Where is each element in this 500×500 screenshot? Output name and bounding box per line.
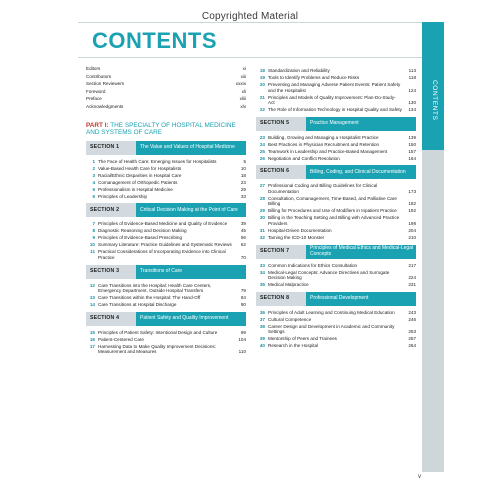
chapter-number: 26 <box>259 155 265 161</box>
toc-entry <box>256 196 416 207</box>
front-matter-label: Foreword <box>86 88 106 94</box>
front-matter-item <box>86 89 246 97</box>
section-label: SECTION 6 <box>256 165 306 179</box>
section-label: SECTION 2 <box>86 203 136 217</box>
chapter-number: 28 <box>259 195 265 201</box>
left-column <box>86 66 246 356</box>
chapter-title: Hospital-Driven Documentation <box>268 227 332 233</box>
section-title: Principles of Medical Ethics and Medical-Legal Concepts <box>306 245 416 259</box>
chapter-number: 24 <box>259 141 265 147</box>
chapter-title: Care Transitions at Hospital Discharge <box>98 302 177 308</box>
chapter-title: Preventing and Managing Adverse Patient Events: Patient Safety and the Hospitalist <box>268 81 401 93</box>
front-matter-page: xliii <box>239 96 246 102</box>
chapter-number: 20 <box>259 81 265 87</box>
chapter-number: 34 <box>259 269 265 275</box>
chapter-number: 6 <box>92 193 95 199</box>
chapter-title: Best Practices in Physician Recruitment and Retention <box>268 141 380 147</box>
section-title: Transitions of Care <box>136 265 246 279</box>
chapter-page: 124 <box>408 87 416 93</box>
chapter-number: 18 <box>259 68 265 73</box>
chapter-page: 29 <box>240 186 246 192</box>
chapter-number: 7 <box>92 221 95 227</box>
toc-entry <box>86 194 246 200</box>
chapter-number: 36 <box>259 309 265 315</box>
side-tab <box>422 22 444 472</box>
chapter-page: 39 <box>240 221 246 227</box>
chapter-number: 15 <box>89 329 95 335</box>
contents-page <box>78 22 422 472</box>
section-block <box>256 292 416 349</box>
side-tab-head <box>422 22 444 150</box>
toc-entry <box>256 310 416 316</box>
toc-entry <box>256 263 416 269</box>
chapter-page: 224 <box>408 275 416 281</box>
section-title: Patient Safety and Quality Improvement <box>136 312 246 326</box>
toc-entry <box>256 336 416 342</box>
toc-entry <box>256 183 416 194</box>
toc-entry <box>86 249 246 260</box>
section-block <box>86 265 246 308</box>
chapter-number: 23 <box>259 134 265 140</box>
toc-entry <box>256 142 416 148</box>
toc-entry <box>86 295 246 301</box>
chapter-title: Negotiation and Conflict Resolution <box>268 155 340 161</box>
front-matter-page: xi <box>242 66 246 71</box>
section-title: Professional Development <box>306 292 416 306</box>
copyright-watermark: Copyrighted Material <box>201 11 299 22</box>
toc-entry <box>86 337 246 343</box>
section-header <box>256 165 416 179</box>
chapter-title: Value-Based Health Care for Hospitalists <box>98 165 182 171</box>
front-matter-label: Editors <box>86 66 101 71</box>
toc-entry <box>256 282 416 288</box>
chapter-number: 22 <box>259 107 265 113</box>
toc-entry <box>256 107 416 113</box>
section-title: Billing, Coding, and Clinical Documentation <box>306 165 416 179</box>
continued-entries <box>256 68 416 113</box>
chapter-page: 134 <box>408 107 416 113</box>
chapter-title: Harnessing Data to Make Quality Improvement Decisions: Measurement and Measures <box>98 343 216 355</box>
chapter-page: 210 <box>408 234 416 240</box>
chapter-page: 5 <box>243 158 246 164</box>
chapter-number: 3 <box>92 172 95 178</box>
toc-entry <box>256 324 416 335</box>
chapter-title: Care Transitions into the Hospital: Health Care Centers, Emergency Department, Outside Hospital Transfers <box>98 282 212 294</box>
front-matter-label: Contributors <box>86 73 112 79</box>
chapter-number: 5 <box>92 186 95 192</box>
chapter-title: Medical Malpractice <box>268 282 309 288</box>
toc-entry <box>86 187 246 193</box>
chapter-page: 23 <box>240 179 246 185</box>
chapter-number: 35 <box>259 282 265 288</box>
toc-entry <box>256 235 416 241</box>
chapter-title: Racial/Ethnic Disparities in Hospital Care <box>98 172 182 178</box>
chapter-page: 45 <box>240 228 246 234</box>
chapter-title: Medical-Legal Concepts: Advance Directives and Surrogate Decision Making <box>268 269 390 281</box>
chapter-page: 118 <box>408 74 416 80</box>
section-block <box>86 141 246 200</box>
chapter-title: Cultural Competence <box>268 316 312 322</box>
chapter-number: 10 <box>89 242 95 248</box>
right-column <box>256 68 416 350</box>
toc-entry <box>256 82 416 93</box>
chapter-title: Billing for Procedures and Use of Modifiers in Inpatient Practice <box>268 208 397 214</box>
chapter-page: 18 <box>240 172 246 178</box>
page-number: v <box>418 474 421 480</box>
toc-entry <box>256 343 416 349</box>
toc-entry <box>256 156 416 162</box>
chapter-page: 84 <box>240 295 246 301</box>
toc-entry <box>256 270 416 281</box>
front-matter-item <box>86 66 246 74</box>
chapter-page: 104 <box>238 336 246 342</box>
toc-entry <box>256 135 416 141</box>
toc-entry <box>256 317 416 323</box>
section-label: SECTION 8 <box>256 292 306 306</box>
front-matter-list <box>86 66 246 112</box>
chapter-title: Care Transitions within the Hospital: The Hand-Off <box>98 295 201 301</box>
chapter-page: 10 <box>240 165 246 171</box>
section-block <box>86 203 246 260</box>
chapter-title: Principles and Models of Quality Improvement: Plan-Do-Study-Act <box>268 94 396 106</box>
sections-left <box>86 141 246 355</box>
chapter-title: Mentorship of Peers and Trainees <box>268 336 337 342</box>
chapter-page: 257 <box>408 336 416 342</box>
section-label: SECTION 1 <box>86 141 136 155</box>
chapter-page: 264 <box>408 343 416 349</box>
chapter-page: 164 <box>408 155 416 161</box>
chapter-number: 33 <box>259 262 265 268</box>
chapter-page: 173 <box>408 188 416 194</box>
section-header <box>86 203 246 217</box>
chapter-number: 8 <box>92 228 95 234</box>
front-matter-page: xlv <box>240 103 246 109</box>
section-label: SECTION 5 <box>256 117 306 131</box>
section-label: SECTION 7 <box>256 245 306 259</box>
chapter-number: 12 <box>89 282 95 288</box>
chapter-title: The Face of Health Care: Emerging Issues for Hospitalists <box>98 158 217 164</box>
chapter-title: Summary Literature: Practice Guidelines and Systematic Reviews <box>98 242 232 248</box>
chapter-title: Diagnostic Reasoning and Decision Making <box>98 228 187 234</box>
toc-entry <box>86 173 246 179</box>
chapter-number: 2 <box>92 165 95 171</box>
chapter-title: Taming the ICD-10 Monster <box>268 234 325 240</box>
chapter-number: 25 <box>259 148 265 154</box>
toc-entry <box>256 215 416 226</box>
part-label: PART I: <box>86 121 109 129</box>
chapter-number: 4 <box>92 179 95 185</box>
toc-entry <box>256 149 416 155</box>
chapter-title: Career Design and Development in Academic and Community Settings <box>268 323 395 335</box>
section-header <box>256 245 416 259</box>
chapter-page: 99 <box>240 329 246 335</box>
section-header <box>86 312 246 326</box>
front-matter-label: Section Reviewers <box>86 81 125 87</box>
section-header <box>86 265 246 279</box>
chapter-number: 38 <box>259 323 265 329</box>
chapter-title: Practical Considerations of Incorporating Evidence into Clinical Practice <box>98 249 226 261</box>
front-matter-item <box>86 74 246 82</box>
chapter-number: 1 <box>92 158 95 164</box>
chapter-page: 79 <box>240 288 246 294</box>
chapter-page: 198 <box>408 221 416 226</box>
chapter-page: 243 <box>408 309 416 315</box>
front-matter-item <box>86 96 246 104</box>
chapter-number: 13 <box>89 295 95 301</box>
chapter-page: 192 <box>408 208 416 214</box>
toc-entry <box>86 344 246 355</box>
chapter-page: 62 <box>240 242 246 248</box>
section-title: Critical Decision Making at the Point of Care <box>136 203 246 217</box>
chapter-page: 110 <box>238 349 246 355</box>
part-heading <box>86 122 246 136</box>
chapter-title: Billing in the Teaching Setting and Billing with Advanced Practice Providers <box>268 215 400 226</box>
front-matter-label: Preface <box>86 96 102 102</box>
chapter-title: Professional Coding and Billing Guidelines for Clinical Documentation <box>268 183 378 194</box>
section-block <box>256 165 416 240</box>
chapter-number: 29 <box>259 208 265 214</box>
front-matter-page: xli <box>241 88 246 94</box>
chapter-title: Principles of Adult Learning and Continuing Medical Education <box>268 309 395 315</box>
chapter-title: Consultation, Comanagement, Time-Based, and Palliative Care Billing <box>268 195 397 207</box>
section-block <box>256 245 416 288</box>
chapter-page: 253 <box>408 329 416 335</box>
chapter-number: 40 <box>259 343 265 349</box>
toc-entry <box>86 242 246 248</box>
chapter-page: 246 <box>408 316 416 322</box>
toc-entry <box>86 166 246 172</box>
chapter-number: 32 <box>259 234 265 240</box>
toc-entry <box>86 180 246 186</box>
chapter-number: 9 <box>92 235 95 241</box>
section-title: The Value and Values of Hospital Medicine <box>136 141 246 155</box>
side-tab-label: CONTENTS <box>431 80 438 121</box>
chapter-title: Standardization and Reliability <box>268 68 330 73</box>
chapter-number: 11 <box>90 249 95 255</box>
chapter-title: Professionalism in Hospital Medicine <box>98 186 173 192</box>
toc-entry <box>86 221 246 227</box>
chapter-number: 21 <box>259 94 265 100</box>
chapter-page: 231 <box>408 282 416 288</box>
page-title: CONTENTS <box>92 28 217 53</box>
toc-entry <box>256 68 416 74</box>
chapter-title: Building, Growing and Managing a Hospitalist Practice <box>268 134 379 140</box>
chapter-title: Principles of Patient Safety: Intentional Design and Culture <box>98 329 218 335</box>
chapter-number: 17 <box>89 343 95 349</box>
section-header <box>86 141 246 155</box>
chapter-page: 182 <box>408 201 416 207</box>
chapter-number: 19 <box>259 74 265 80</box>
chapter-page: 157 <box>408 148 416 154</box>
chapter-page: 204 <box>408 227 416 233</box>
chapter-page: 90 <box>240 302 246 308</box>
chapter-page: 113 <box>408 68 416 73</box>
front-matter-page: xxxix <box>235 81 246 87</box>
chapter-page: 33 <box>240 193 246 199</box>
chapter-title: Tools to Identify Problems and Reduce Risks <box>268 74 360 80</box>
front-matter-page: xiii <box>240 73 246 79</box>
chapter-number: 31 <box>259 227 265 233</box>
chapter-title: Research in the Hospital <box>268 343 319 349</box>
section-block <box>86 312 246 355</box>
title-bar <box>78 22 422 58</box>
chapter-page: 130 <box>408 100 416 106</box>
section-label: SECTION 4 <box>86 312 136 326</box>
chapter-title: Common Indications for Ethics Consultation <box>268 262 358 268</box>
section-header <box>256 117 416 131</box>
chapter-title: Principles of Evidence-Based Prescribing <box>98 235 183 241</box>
chapter-title: Comanagement of Orthopedic Patients <box>98 179 178 185</box>
section-block <box>256 117 416 162</box>
toc-entry <box>86 330 246 336</box>
section-title: Practice Management <box>306 117 416 131</box>
toc-entry <box>86 283 246 294</box>
toc-entry <box>256 228 416 234</box>
chapter-number: 39 <box>259 336 265 342</box>
section-label: SECTION 3 <box>86 265 136 279</box>
toc-entry <box>86 159 246 165</box>
toc-entry <box>256 95 416 106</box>
toc-entry <box>86 228 246 234</box>
chapter-number: 30 <box>259 215 265 221</box>
part-title: THE SPECIALTY OF HOSPITAL MEDICINE AND SYSTEMS OF CARE <box>86 121 236 136</box>
chapter-title: Principles of Leadership <box>98 193 148 199</box>
chapter-title: Principles of Evidence-Based Medicine and Quality of Evidence <box>98 221 228 227</box>
chapter-title: The Role of Information Technology in Hospital Quality and Safety <box>268 107 402 113</box>
toc-entry <box>86 235 246 241</box>
chapter-page: 217 <box>408 262 416 268</box>
chapter-page: 139 <box>408 134 416 140</box>
chapter-title: Patient-Centered Care <box>98 336 144 342</box>
front-matter-item <box>86 81 246 89</box>
chapter-number: 37 <box>259 316 265 322</box>
chapter-number: 16 <box>89 336 95 342</box>
chapter-page: 150 <box>408 141 416 147</box>
toc-entry <box>256 208 416 214</box>
sections-right <box>256 117 416 349</box>
chapter-title: Teamwork in Leadership and Practice-Based Management <box>268 148 388 154</box>
section-header <box>256 292 416 306</box>
front-matter-label: Acknowledgments <box>86 103 124 109</box>
front-matter-item <box>86 104 246 112</box>
chapter-page: 70 <box>240 255 246 261</box>
chapter-number: 27 <box>259 183 265 189</box>
chapter-number: 14 <box>89 302 95 308</box>
toc-entry <box>256 75 416 81</box>
chapter-page: 56 <box>240 235 246 241</box>
toc-entry <box>86 302 246 308</box>
